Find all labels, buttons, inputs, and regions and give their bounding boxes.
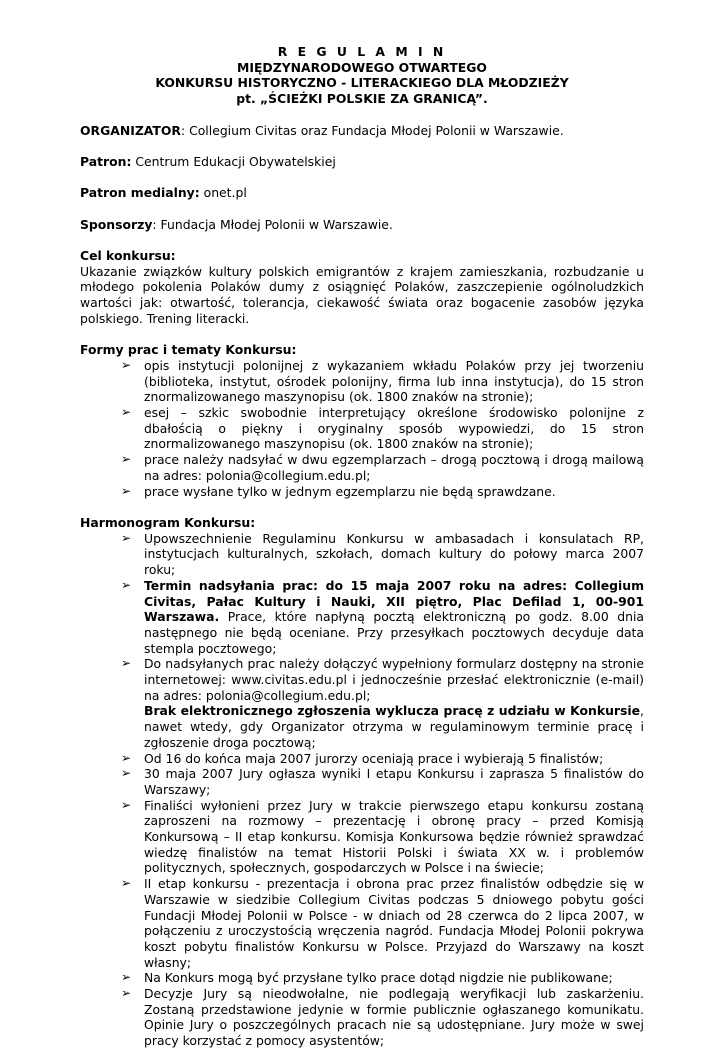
arrow-bullet-icon: ➢ (121, 970, 132, 985)
arrow-bullet-icon: ➢ (121, 577, 132, 592)
arrow-bullet-icon: ➢ (121, 357, 132, 372)
schedule-item: ➢ Do nadsyłanych prac należy dołączyć wypełniony formularz dostępny na stronie internetowej: www.civitas.edu.pl i jednocześnie przesłać elektronicznie (e-mail) na adres: polonia@collegium.edu.pl; Brak elektronicznego zgłoszenia wyklucza pracę z udziału w Konkursie, nawet wtedy, gdy Organizator otrzyma w regulaminowym terminie pracę i zgłoszenie droga pocztową; (121, 656, 644, 750)
schedule-item: ➢ Od 16 do końca maja 2007 jurorzy oceniają prace i wybierają 5 finalistów; (121, 750, 604, 766)
title-line-4: pt. „ŚCIEŻKI POLSKIE ZA GRANICĄ”. (236, 91, 488, 107)
forms-list (80, 358, 644, 499)
schedule-heading: Harmonogram Konkursu: (80, 514, 256, 530)
organizer-value: Collegium Civitas oraz Fundacja Młodej Polonii w Warszawie. (189, 122, 564, 138)
arrow-bullet-icon: ➢ (121, 797, 132, 812)
arrow-bullet-icon: ➢ (121, 986, 132, 1001)
arrow-bullet-icon: ➢ (121, 452, 132, 467)
deadline-text: Termin nadsyłania prac: do 15 maja 2007 roku na adres: Collegium Civitas, Pałac Kultury i Nauki, XII piętro, Plac Defilad 1, 00-901 Warszawa. (144, 577, 644, 625)
schedule-item: ➢ Na Konkurs mogą być przysłane tylko prace dotąd nigdzie nie publikowane; (121, 970, 613, 986)
organizer-line: ORGANIZATOR: Collegium Civitas oraz Fundacja Młodej Polonii w Warszawie. (80, 122, 564, 138)
sponsors-label: Sponsorzy (80, 216, 153, 232)
schedule-item: ➢ Finaliści wyłonieni przez Jury w trakcie pierwszego etapu konkursu zostaną zaproszeni na rozmowy – prezentację i obronę pracy – przed Komisją Konkursową – II etap konkursu. Komisja Konkursowa będzie również sprawdzać wiedzę finalistów na temat Historii Polski i świata XX w. i problemów politycznych, społecznych, gospodarczych w Polsce i na świecie; (121, 797, 644, 876)
title-line-3: KONKURSU HISTORYCZNO - LITERACKIEGO DLA MŁODZIEŻY (155, 75, 569, 91)
goal-text: Ukazanie związków kultury polskich emigrantów z krajem zamieszkania, rozbudzanie u młodego pokolenia Polaków dumy z osiągnięć Polaków, zaszczepienie ogólnoludzkich wartości jak: otwartość, tolerancja, ciekawość świata oraz bogacenie zasobów języka polskiego. Trening literacki. (80, 263, 644, 326)
exclusion-warning: Brak elektronicznego zgłoszenia wyklucza pracę z udziału w Konkursie (144, 703, 641, 719)
forms-item: ➢ opis instytucji polonijnej z wykazaniem wkładu Polaków przy jej tworzeniu (biblioteka, instytut, ośrodek polonijny, firma lub inna instytucja), do 15 stron znormalizowanego maszynopisu (ok. 1800 znaków na stronie); (121, 357, 644, 405)
media-patron-label: Patron medialny: (80, 185, 200, 201)
schedule-item: ➢ 30 maja 2007 Jury ogłasza wyniki I etapu Konkursu i zaprasza 5 finalistów do Warszawy; (121, 766, 644, 797)
forms-item: ➢ prace należy nadsyłać w dwu egzemplarzach – drogą pocztową i drogą mailową na adres: polonia@collegium.edu.pl; (121, 452, 644, 483)
title-line-1: R E G U L A M I N (277, 44, 447, 59)
arrow-bullet-icon: ➢ (121, 656, 132, 671)
sponsors-line: Sponsorzy: Fundacja Młodej Polonii w Warszawie. (80, 216, 393, 232)
goal-heading: Cel konkursu: (80, 248, 176, 264)
media-patron-line (80, 185, 644, 201)
patron-line (80, 154, 644, 170)
organizer-label: ORGANIZATOR (80, 122, 181, 138)
patron-label: Patron: (80, 153, 132, 169)
schedule-item: ➢ Termin nadsyłania prac: do 15 maja 2007 roku na adres: Collegium Civitas, Pałac Kultury i Nauki, XII piętro, Plac Defilad 1, 00-901 Warszawa. Prace, które napłyną pocztą elektroniczną po godz. 8.00 dnia następnego nie będą oceniane. Przy przesyłkach pocztowych decyduje data stempla pocztowego; (121, 577, 644, 656)
title-line-2: MIĘDZYNARODOWEGO OTWARTEGO (237, 59, 487, 75)
arrow-bullet-icon: ➢ (121, 876, 132, 891)
arrow-bullet-icon: ➢ (121, 405, 132, 420)
schedule-item: ➢ Upowszechnienie Regulaminu Konkursu w ambasadach i konsulatach RP, instytucjach kulturalnych, szkołach, domach kultury do połowy marca 2007 roku; (121, 530, 644, 578)
forms-heading: Formy prac i tematy Konkursu: (80, 342, 297, 358)
arrow-bullet-icon: ➢ (121, 750, 132, 765)
schedule-list (80, 531, 644, 1049)
arrow-bullet-icon: ➢ (121, 530, 132, 545)
sponsors-value: Fundacja Młodej Polonii w Warszawie. (160, 216, 393, 232)
schedule-item: ➢ Decyzje Jury są nieodwołalne, nie podlegają weryfikacji lub zaskarżeniu. Zostaną przedstawione jedynie w formie publicznie ogłaszanego komunikatu. Opinie Jury o poszczególnych pracach nie są udostępniane. Jury może w swej pracy korzystać z pomocy asystentów; (121, 986, 644, 1049)
forms-item: ➢ esej – szkic swobodnie interpretujący określone środowisko polonijne z dbałością o piękny i oryginalny sposób wypowiedzi, do 15 stron znormalizowanego maszynopisu (ok. 1800 znaków na stronie); (121, 405, 644, 452)
forms-item: ➢ prace wysłane tylko w jednym egzemplarzu nie będą sprawdzane. (121, 483, 556, 499)
media-patron-value: onet.pl (199, 185, 247, 201)
arrow-bullet-icon: ➢ (121, 766, 132, 781)
schedule-item: ➢ II etap konkursu - prezentacja i obrona prac przez finalistów odbędzie się w Warszawie w siedzibie Collegium Civitas podczas 5 dniowego pobytu gości Fundacji Młodej Polonii w Polsce - w dniach od 28 czerwca do 2 lipca 2007, w połączeniu z uroczystością wręczenia nagród. Fundacja Młodej Polonii pokrywa koszt pobytu finalistów Konkursu w Polsce. Przyjazd do Warszawy na koszt własny; (121, 876, 644, 970)
arrow-bullet-icon: ➢ (121, 483, 132, 498)
patron-value: Centrum Edukacji Obywatelskiej (131, 153, 336, 169)
